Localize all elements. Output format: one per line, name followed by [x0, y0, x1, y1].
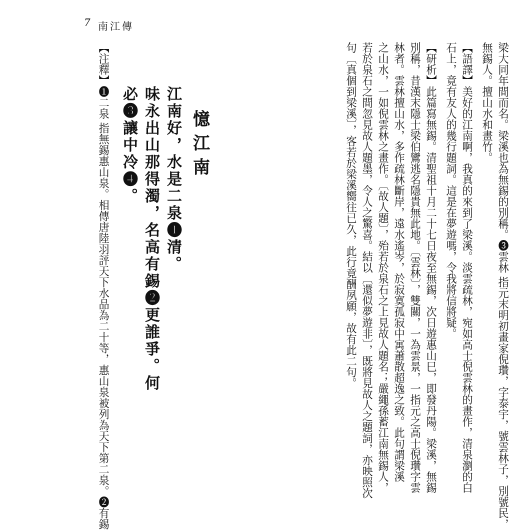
poem-line-2: 味永出山那得濁，名高有錫❷更誰爭。何: [143, 86, 161, 392]
analysis-line-3: 林者。雲林擅山水，多作疏林斷岸，遠水遙岑，於寂寞孤寂中寓蕭散超逸之致。此句謂梁溪: [393, 42, 405, 482]
page-number: 7: [84, 18, 91, 29]
notes-continued-line: 無錫人。擅山水和畫竹。: [481, 42, 493, 163]
analysis-line-5: 若於泉石之間忽見故人題墨，令人之驚喜。結以〔還似夢遊非〕，既將見故人之題詞，亦映照次: [361, 42, 373, 499]
poem-line-3: 必❸讓中冷❹。: [121, 86, 139, 205]
poem-title: 憶江南: [189, 110, 209, 182]
translation-line-1: 【語譯】美好的江南啊，我真的來到了梁溪。淡雲疏林，宛如高士倪雲林的畫作，清泉瀏的白: [461, 42, 473, 493]
notes-line-1: 【注釋】❶二泉 指無錫惠山泉。相傳唐陸羽評天下水品為二十等，惠山泉被列為天下第二泉。❷有錫: [97, 42, 110, 530]
top-column-1: 梁大同年間而名。梁溪也為無錫的別稱。❸雲林 指元末明初畫家倪瓚，字泰宇，號雲林子，別號民，: [497, 42, 509, 530]
translation-line-2: 石上，竟有友人的幾行題詞。這是在夢遊嗎，令我將信將疑。: [445, 42, 457, 339]
analysis-line-4: 之山水，一如倪雲林之畫作。〔故人題〕，殆若於泉石之上見故人題名；嚴繩孫蓄江南無錫人，: [377, 42, 389, 494]
book-title: 南江傳: [98, 22, 134, 33]
analysis-line-6: 句〔真個到梁溪〕，客若於梁溪嚮往已久，此行竟酬夙願，故有此二句。: [345, 42, 357, 389]
analysis-line-1: 【研析】此篇寫無錫。清聖祖十月二十七日夜至無錫，次日遊惠山巳，即發丹陽。梁溪，無錫: [425, 42, 437, 493]
poem-line-1: 江南好，水是二泉❶清。: [165, 86, 183, 273]
analysis-line-2: 別稱，昔漢末隱士梁伯鸞逃名隱貴無此地。〔雲林〕，雙關，一為雲景，一指元之高士倪瓚字雲: [409, 42, 421, 494]
